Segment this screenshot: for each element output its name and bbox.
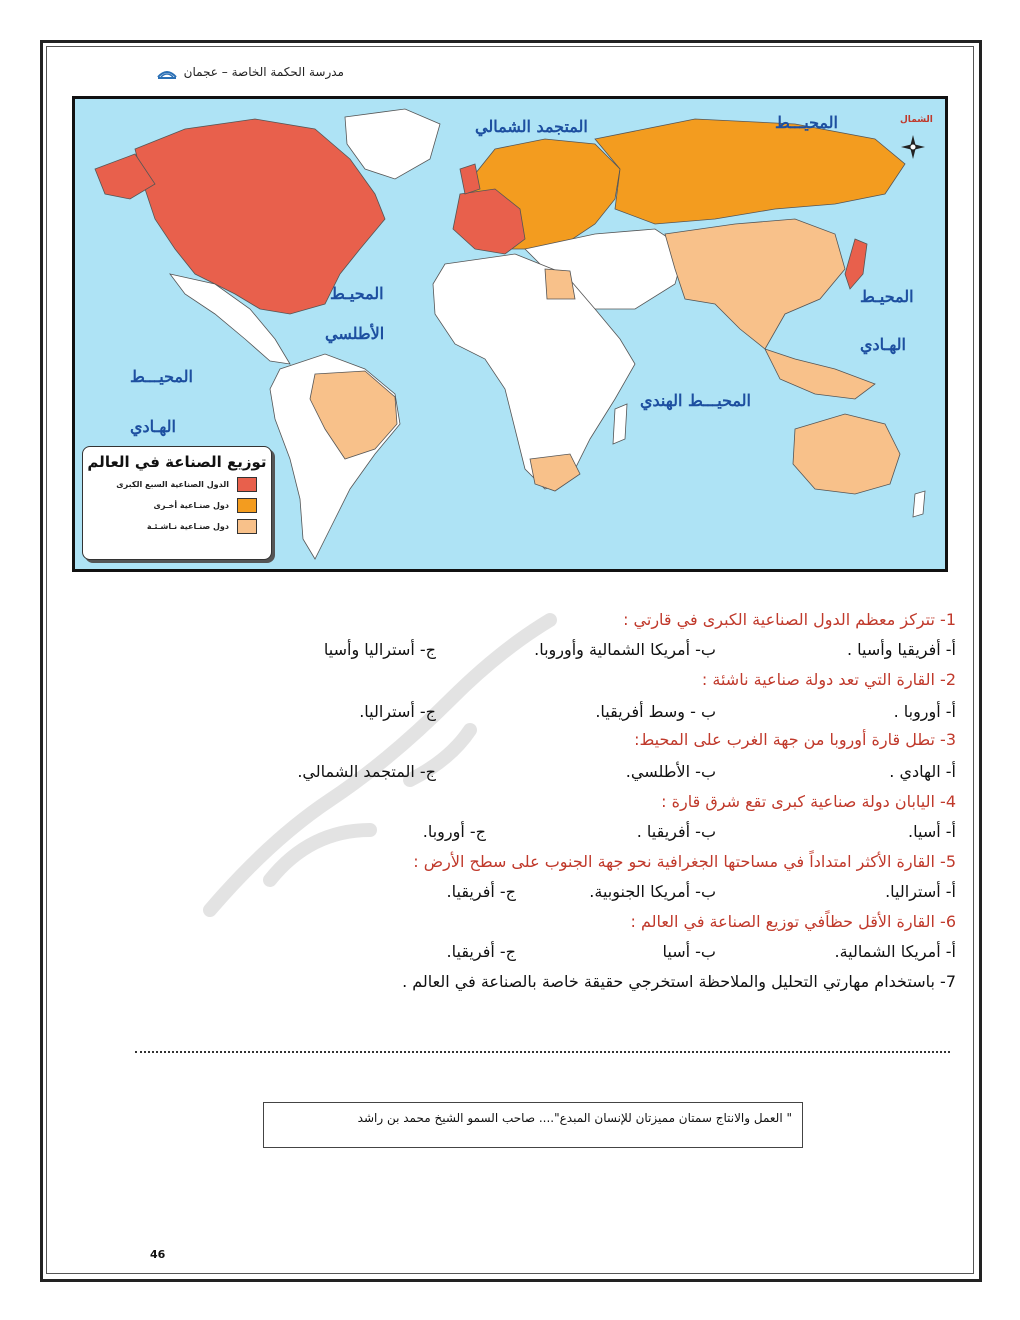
pacific-left-label-1: المحيـــط xyxy=(130,367,193,386)
question-6: 6- القارة الأقل حظاًفي توزيع الصناعة في العالم : xyxy=(630,912,956,931)
pacific-right-label-1: المحيـط xyxy=(860,287,914,306)
legend-item-emerging xyxy=(97,519,257,534)
legend-swatch-g7 xyxy=(237,477,257,492)
option-c[interactable]: ج- أستراليا. xyxy=(359,702,436,721)
page-number: 46 xyxy=(150,1248,166,1261)
option-a[interactable]: أ- أوروبا . xyxy=(893,702,956,721)
option-c[interactable]: ج- أوروبا. xyxy=(422,822,486,841)
greenland xyxy=(345,109,440,179)
school-header xyxy=(156,64,344,80)
atlantic-label-2: الأطلسي xyxy=(325,324,385,343)
south-africa xyxy=(530,454,580,491)
question-1: 1- تتركز معظم الدول الصناعية الكبرى في قارتي : xyxy=(623,610,956,629)
compass-icon xyxy=(901,135,925,159)
question-7: 7- باستخدام مهارتي التحليل والملاحظة استخرجي حقيقة خاصة بالصناعة في العالم . xyxy=(402,972,956,991)
arctic-ocean-label: المتجمد الشمالي xyxy=(475,117,588,136)
question-3-options xyxy=(56,762,956,788)
japan xyxy=(845,239,867,289)
question-2-options xyxy=(56,702,956,728)
option-a[interactable]: أ- أسيا. xyxy=(908,822,956,841)
north-label: الشمال xyxy=(900,115,933,125)
question-4: 4- اليابان دولة صناعية كبرى تقع شرق قارة : xyxy=(661,792,956,811)
asia-emerging xyxy=(665,219,845,349)
option-b[interactable]: ب- أسيا xyxy=(662,942,716,961)
map-legend xyxy=(82,446,272,560)
australia xyxy=(793,414,900,494)
quote-text: " العمل والانتاج سمتان مميزتان للإنسان المبدع".... صاحب السمو الشيخ محمد بن راشد xyxy=(357,1111,792,1125)
egypt xyxy=(545,269,575,299)
legend-item-other xyxy=(97,498,257,513)
answer-line[interactable] xyxy=(135,1049,950,1053)
quote-box xyxy=(263,1102,803,1148)
question-4-options xyxy=(56,822,956,848)
option-c[interactable]: ج- أفريقيا. xyxy=(446,942,516,961)
legend-label: دول صنـاعية أخـرى xyxy=(153,501,229,510)
southeast-asia xyxy=(765,349,875,399)
option-b[interactable]: ب- أمريكا الجنوبية. xyxy=(589,882,716,901)
new-zealand xyxy=(913,491,925,517)
question-2: 2- القارة التي تعد دولة صناعية ناشئة : xyxy=(701,670,956,689)
option-c[interactable]: ج- أستراليا وأسيا xyxy=(323,640,436,659)
option-b[interactable]: ب- أمريكا الشمالية وأوروبا. xyxy=(534,640,716,659)
madagascar xyxy=(613,404,627,444)
option-c[interactable]: ج- المتجمد الشمالي. xyxy=(297,762,436,781)
uk xyxy=(460,164,480,194)
atlantic-label-1: المحيـط xyxy=(330,284,384,303)
question-1-options xyxy=(56,640,956,666)
option-c[interactable]: ج- أفريقيا. xyxy=(446,882,516,901)
option-a[interactable]: أ- الهادي . xyxy=(889,762,956,781)
school-logo-icon xyxy=(156,64,178,80)
russia xyxy=(595,119,905,224)
option-a[interactable]: أ- أمريكا الشمالية. xyxy=(834,942,956,961)
option-a[interactable]: أ- أستراليا. xyxy=(885,882,956,901)
indian-ocean-label: المحيـــط الهندي xyxy=(640,391,751,410)
question-5: 5- القارة الأكثر امتداداً في مساحتها الجغرافية نحو جهة الجنوب على سطح الأرض : xyxy=(413,852,956,871)
option-b[interactable]: ب - وسط أفريقيا. xyxy=(595,702,716,721)
question-6-options xyxy=(56,942,956,968)
pacific-right-label-2: الهـادي xyxy=(860,335,906,354)
legend-title: توزيع الصناعة في العالم xyxy=(87,453,267,471)
option-a[interactable]: أ- أفريقيا وأسيا . xyxy=(846,640,956,659)
question-3: 3- تطل قارة أوروبا من جهة الغرب على المحيط: xyxy=(634,730,956,749)
legend-label: دول صنـاعية نـاشـئـة xyxy=(146,522,229,531)
legend-swatch-other xyxy=(237,498,257,513)
option-b[interactable]: ب- أفريقيا . xyxy=(636,822,716,841)
school-name: مدرسة الحكمة الخاصة – عجمان xyxy=(183,65,344,79)
option-b[interactable]: ب- الأطلسي. xyxy=(625,762,716,781)
pacific-left-label-2: الهـادي xyxy=(130,417,176,436)
legend-item-g7 xyxy=(97,477,257,492)
pacific-top-label: المحيـــط xyxy=(775,113,838,132)
legend-swatch-emerging xyxy=(237,519,257,534)
legend-label: الدول الصناعية السبع الكبرى xyxy=(116,480,229,489)
question-5-options xyxy=(56,882,956,908)
